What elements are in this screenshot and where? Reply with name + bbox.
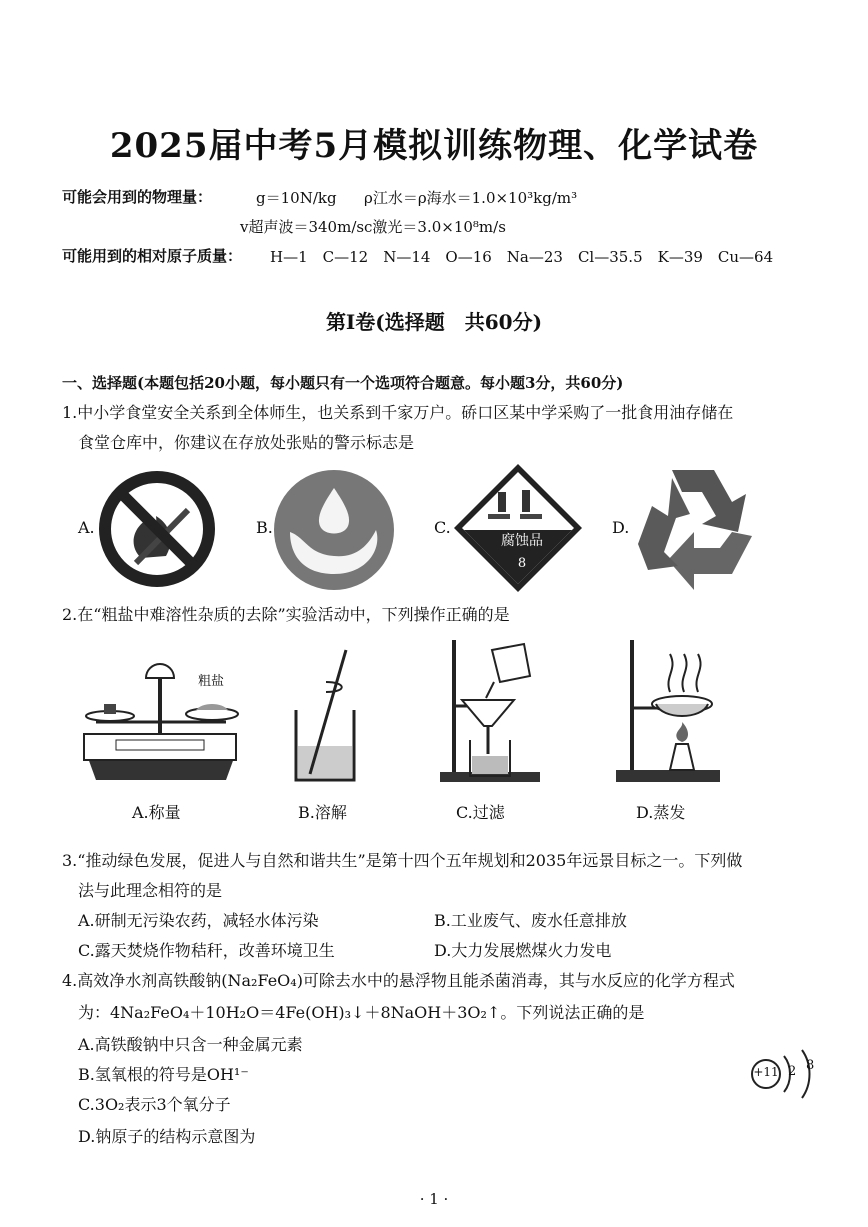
- salt-label: 粗盐: [198, 674, 225, 689]
- recycle-icon: [628, 462, 760, 594]
- constants-label: 可能会用到的物理量：: [62, 188, 213, 206]
- atomic-mass-values: H—1 C—12 N—14 O—16 Na—23 Cl—35.5 K—39 Cu—64: [270, 248, 774, 266]
- atom-shell-2: 8: [806, 1058, 815, 1073]
- constant-sound-speed: v超声波＝340m/s: [240, 218, 365, 236]
- flammable-liquid-icon: [272, 468, 396, 592]
- corrosive-label: 腐蚀品: [501, 533, 543, 549]
- corrosive-sign-icon: [452, 462, 584, 594]
- beaker-stirring-icon: [290, 646, 360, 786]
- q4-option-d: D.钠原子的结构示意图为: [78, 1127, 256, 1146]
- page-number: · 1 ·: [419, 1190, 449, 1208]
- q3-stem-line1: 3.“推动绿色发展，促进人与自然和谐共生”是第十四个五年规划和2035年远景目标之一。下列做: [62, 851, 743, 870]
- q3-option-a: A.研制无污染农药，减轻水体污染: [78, 911, 319, 930]
- q4-stem-line2: 为：4Na₂FeO₄＋10H₂O＝4Fe(OH)₃↓＋8NaOH＋3O₂↑。下列说法正确的是: [78, 1003, 645, 1022]
- q2-stem: 2.在“粗盐中难溶性杂质的去除”实验活动中，下列操作正确的是: [62, 605, 510, 624]
- constant-g: g＝10N/kg: [256, 189, 337, 207]
- atom-nucleus-charge: +11: [753, 1065, 779, 1079]
- section-title: 第Ⅰ卷(选择题 共60分): [325, 310, 543, 334]
- q3-option-d: D.大力发展燃煤火力发电: [434, 941, 612, 960]
- exam-title: 2025届中考5月模拟训练物理、化学试卷: [109, 126, 759, 166]
- q1-stem-line1: 1.中小学食堂安全关系到全体师生，也关系到千家万户。硚口区某中学采购了一批食用油存储在: [62, 403, 734, 422]
- part-header: 一、选择题(本题包括20小题，每小题只有一个选项符合题意。每小题3分，共60分): [62, 374, 624, 392]
- q1-option-b-label: B.: [256, 518, 273, 537]
- atom-shell-1: 2: [788, 1064, 797, 1079]
- q2-option-d: D.蒸发: [636, 803, 686, 822]
- q4-option-b: B.氢氧根的符号是OH¹⁻: [78, 1065, 249, 1084]
- constant-light-speed: c激光＝3.0×10⁸m/s: [364, 218, 506, 236]
- corrosive-class-number: 8: [517, 556, 527, 571]
- q1-option-c-label: C.: [434, 518, 451, 537]
- q1-option-a-label: A.: [78, 518, 95, 537]
- q2-option-a: A.称量: [132, 803, 181, 822]
- q4-option-c: C.3O₂表示3个氧分子: [78, 1095, 231, 1114]
- q2-option-b: B.溶解: [298, 803, 347, 822]
- q4-option-a: A.高铁酸钠中只含一种金属元素: [78, 1035, 303, 1054]
- evaporation-setup-icon: [612, 636, 724, 784]
- q1-stem-line2: 食堂仓库中，你建议在存放处张贴的警示标志是: [78, 433, 415, 452]
- filtration-setup-icon: [436, 636, 548, 784]
- q2-option-c: C.过滤: [456, 803, 505, 822]
- atomic-mass-label: 可能用到的相对原子质量：: [62, 247, 243, 265]
- q4-stem-line1: 4.高效净水剂高铁酸钠(Na₂FeO₄)可除去水中的悬浮物且能杀菌消毒，其与水反应的化学方程式: [62, 971, 735, 990]
- constant-rho: ρ江水＝ρ海水＝1.0×10³kg/m³: [364, 189, 578, 207]
- q3-option-c: C.露天焚烧作物秸秆，改善环境卫生: [78, 941, 335, 960]
- q1-option-d-label: D.: [612, 518, 630, 537]
- no-fire-icon: [96, 468, 218, 590]
- q3-stem-line2: 法与此理念相符的是: [78, 881, 223, 900]
- q3-option-b: B.工业废气、废水任意排放: [434, 911, 627, 930]
